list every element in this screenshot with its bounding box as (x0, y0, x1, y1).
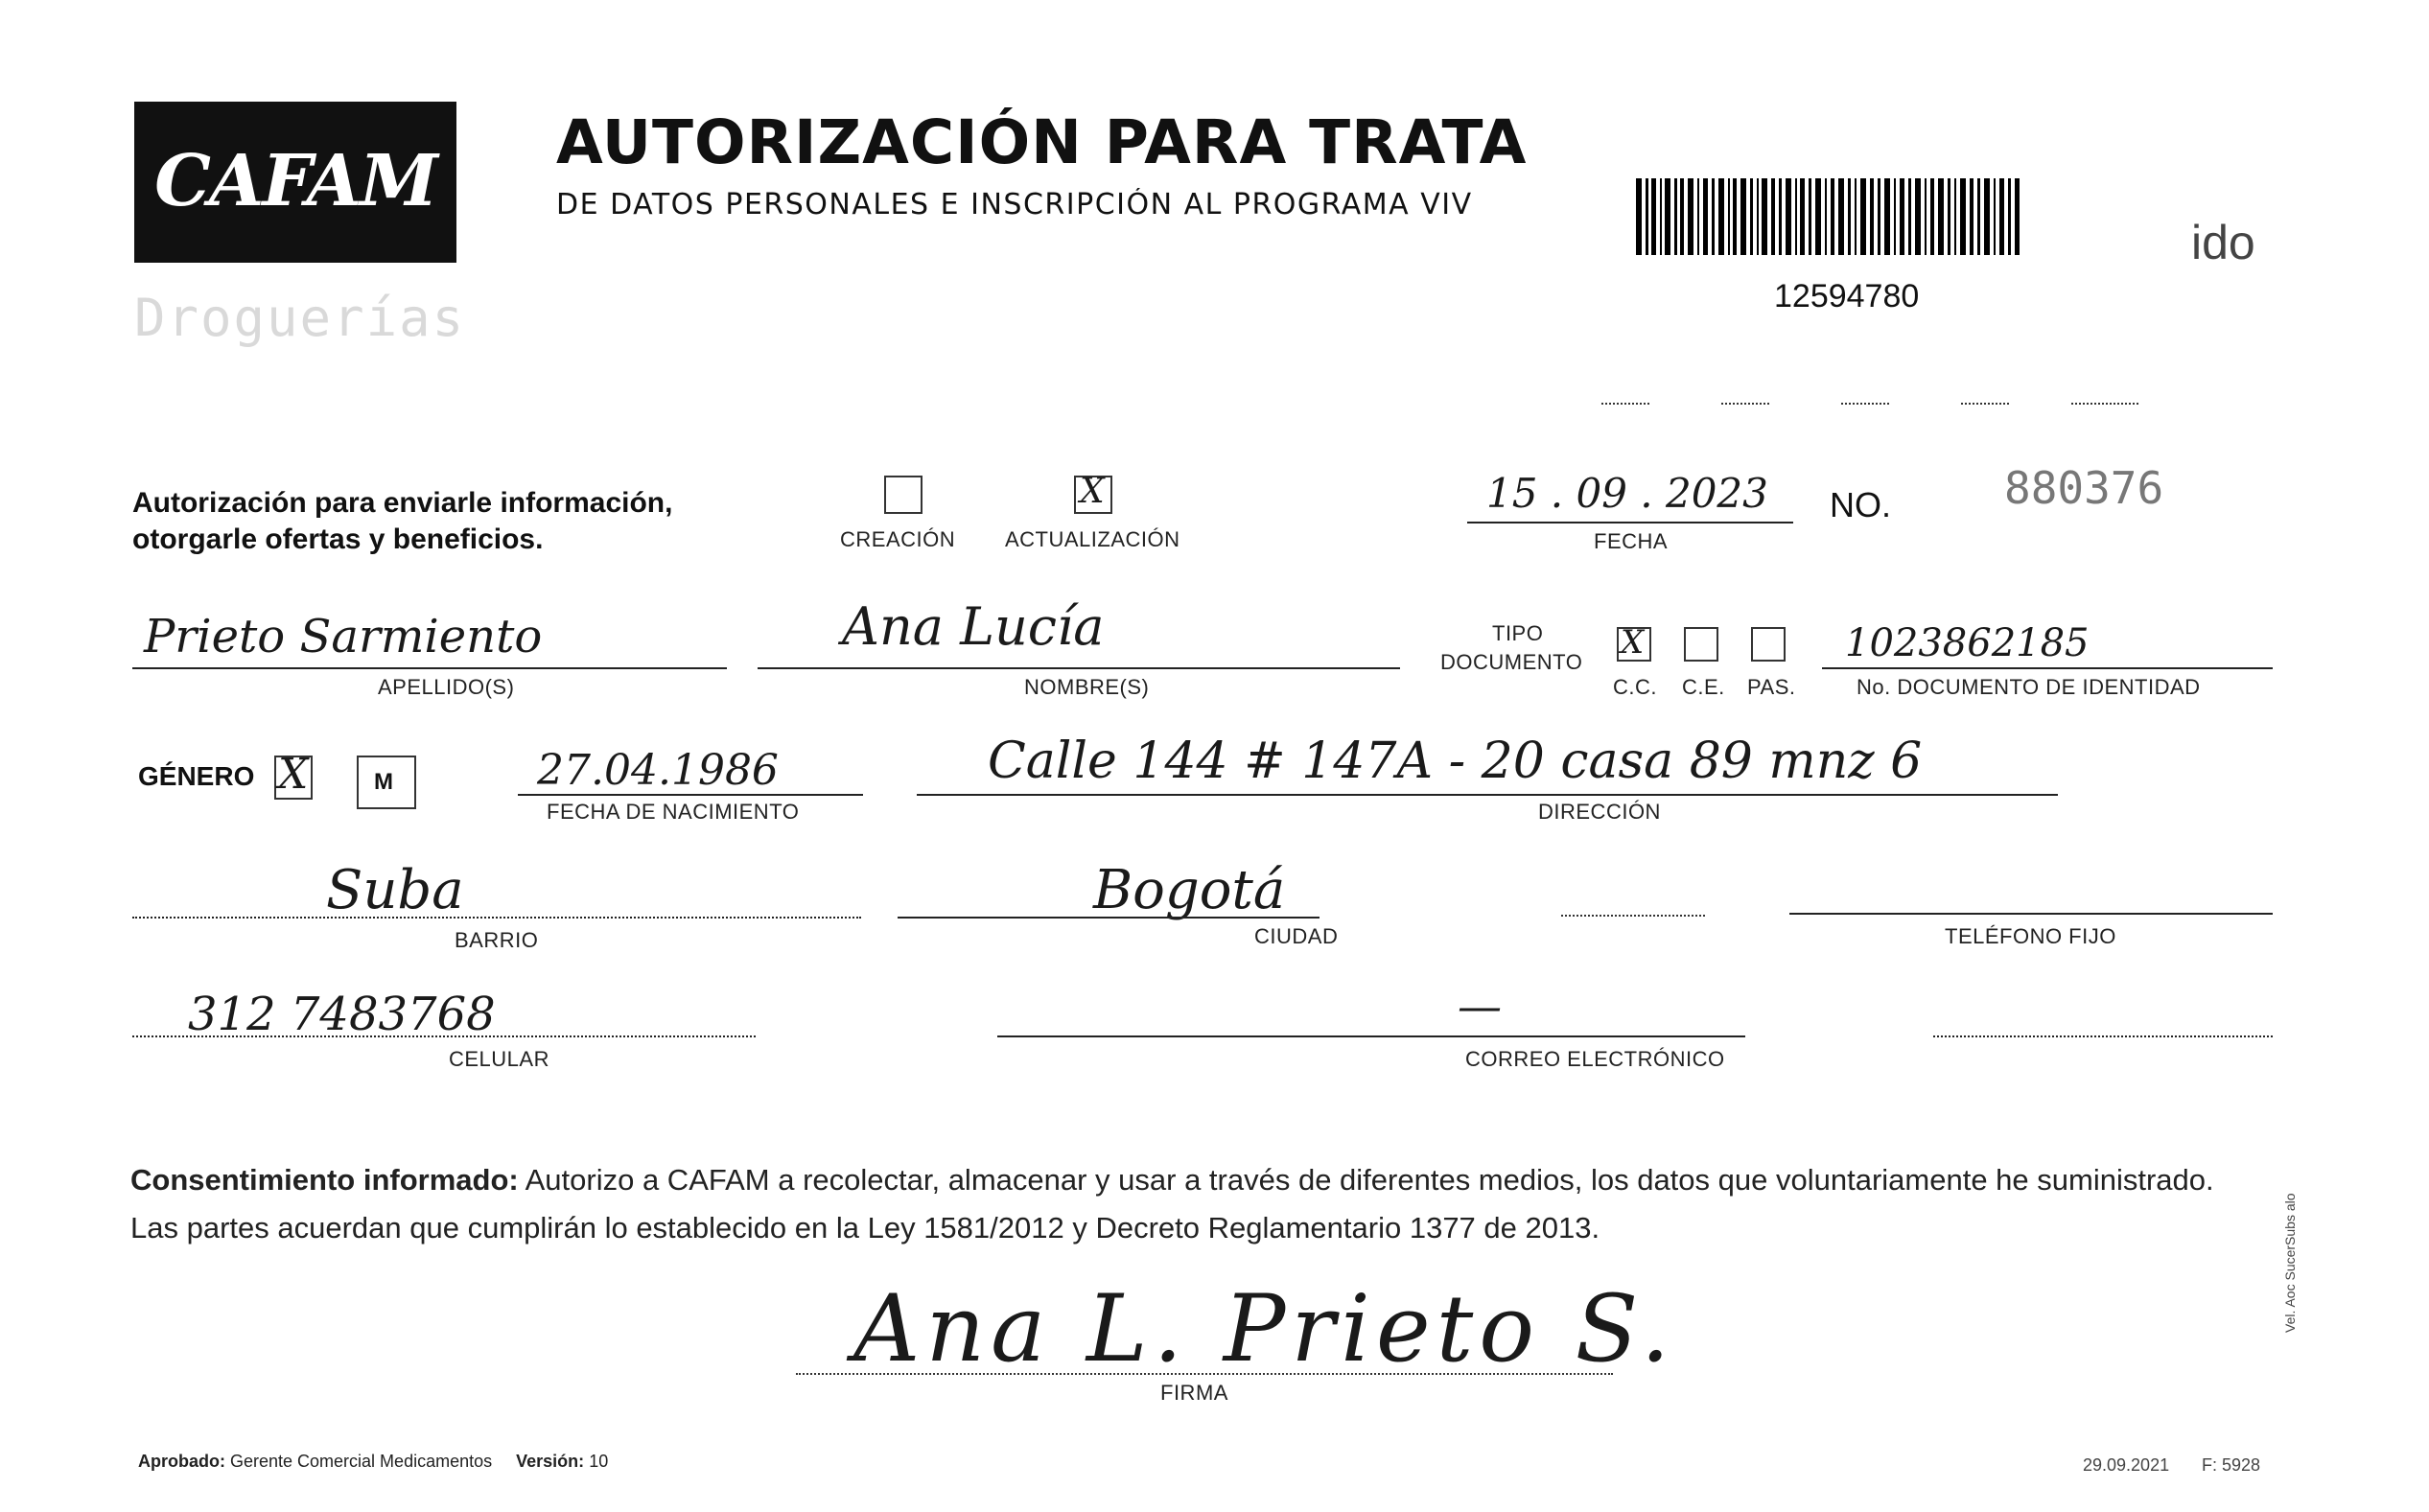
cafam-logo (134, 102, 456, 263)
page-subtitle: DE DATOS PERSONALES E INSCRIPCIÓN AL PROGRAMA VIV (556, 188, 1473, 221)
footer-approved (138, 1452, 608, 1472)
gender-m-checkbox[interactable] (357, 756, 416, 809)
doc-type-ce-label: C.E. (1682, 675, 1725, 699)
gender-m-label: M (374, 769, 393, 795)
footer-date: 29.09.2021 (2083, 1455, 2170, 1475)
creation-checkbox[interactable] (884, 476, 923, 514)
doc-type-cc-label: C.C. (1613, 675, 1657, 699)
surname-value: Prieto Sarmiento (144, 610, 543, 663)
doc-number-value: 1023862185 (1845, 621, 2090, 665)
update-checkbox[interactable] (1074, 472, 1112, 514)
creation-label: CREACIÓN (840, 527, 956, 551)
consent-text-1: Autorizo a CAFAM a recolectar, almacenar y usar a través de diferentes medios, los datos que voluntariamente he suministrado. (518, 1163, 2214, 1197)
partial-text-right: ido (2191, 216, 2255, 269)
address-label: DIRECCIÓN (1538, 800, 1661, 824)
email-label: CORREO ELECTRÓNICO (1465, 1047, 1725, 1071)
email-value: — (1458, 980, 1502, 1032)
cc-check-mark: X (1621, 623, 1645, 662)
consent-text (130, 1156, 2298, 1252)
side-vertical-text: Vel. Aoc SucerSubs alo (2282, 1193, 2298, 1333)
consent-line-1 (130, 1156, 2298, 1204)
mobile-label: CELULAR (449, 1047, 549, 1071)
authorization-heading-1: Autorización para enviarle información, (132, 487, 673, 519)
version-value: 10 (589, 1452, 609, 1471)
doc-type-label-2: DOCUMENTO (1440, 650, 1583, 674)
doc-type-pas-checkbox[interactable] (1751, 627, 1786, 662)
birth-value: 27.04.1986 (537, 746, 779, 795)
doc-type-cc-checkbox[interactable] (1617, 623, 1651, 662)
birth-label: FECHA DE NACIMIENTO (547, 800, 800, 824)
logo-text: CAFAM (154, 140, 436, 222)
barrio-label: BARRIO (455, 928, 539, 952)
address-value: Calle 144 # 147A - 20 casa 89 mnz 6 (988, 733, 1923, 790)
approved-label: Aprobado: (138, 1452, 225, 1471)
authorization-heading-2: otorgarle ofertas y beneficios. (132, 523, 544, 555)
form-number: 880376 (2004, 462, 2164, 514)
consent-bold: Consentimiento informado: (130, 1163, 519, 1197)
barcode-number: 12594780 (1774, 278, 1920, 314)
consent-text-2: Las partes acuerdan que cumplirán lo establecido en la Ley 1581/2012 y Decreto Reglamentario 1377 de 2013. (130, 1211, 1600, 1244)
signature-label: FIRMA (1160, 1381, 1228, 1405)
version-label: Versión: (516, 1452, 585, 1471)
barcode (1636, 178, 2020, 255)
city-value: Bogotá (1093, 859, 1286, 921)
number-label: NO. (1830, 485, 1892, 524)
city-label: CIUDAD (1254, 924, 1339, 948)
footer-code: F: 5928 (2202, 1455, 2261, 1475)
name-value: Ana Lucía (842, 596, 1105, 657)
date-value: 15 . 09 . 2023 (1486, 470, 1768, 517)
doc-type-label-1: TIPO (1492, 621, 1544, 645)
update-check-mark: X (1080, 472, 1105, 511)
doc-type-ce-checkbox[interactable] (1684, 627, 1718, 662)
doc-number-label: No. DOCUMENTO DE IDENTIDAD (1857, 675, 2201, 699)
mobile-value: 312 7483768 (188, 988, 496, 1041)
approved-value: Gerente Comercial Medicamentos (230, 1452, 493, 1471)
name-label: NOMBRE(S) (1024, 675, 1150, 699)
barrio-value: Suba (326, 859, 464, 921)
gender-f-checkbox[interactable] (274, 750, 313, 800)
update-label: ACTUALIZACIÓN (1005, 527, 1180, 551)
gender-label: GÉNERO (138, 761, 255, 791)
doc-type-pas-label: PAS. (1747, 675, 1796, 699)
phone-label: TELÉFONO FIJO (1945, 924, 2116, 948)
logo-subtitle: Droguerías (134, 288, 466, 348)
page-title: AUTORIZACIÓN PARA TRATA (556, 107, 1528, 177)
date-label: FECHA (1594, 529, 1669, 553)
signature: Ana L. Prieto S. (853, 1275, 1676, 1383)
surname-label: APELLIDO(S) (378, 675, 515, 699)
gender-f-mark: X (278, 750, 309, 799)
